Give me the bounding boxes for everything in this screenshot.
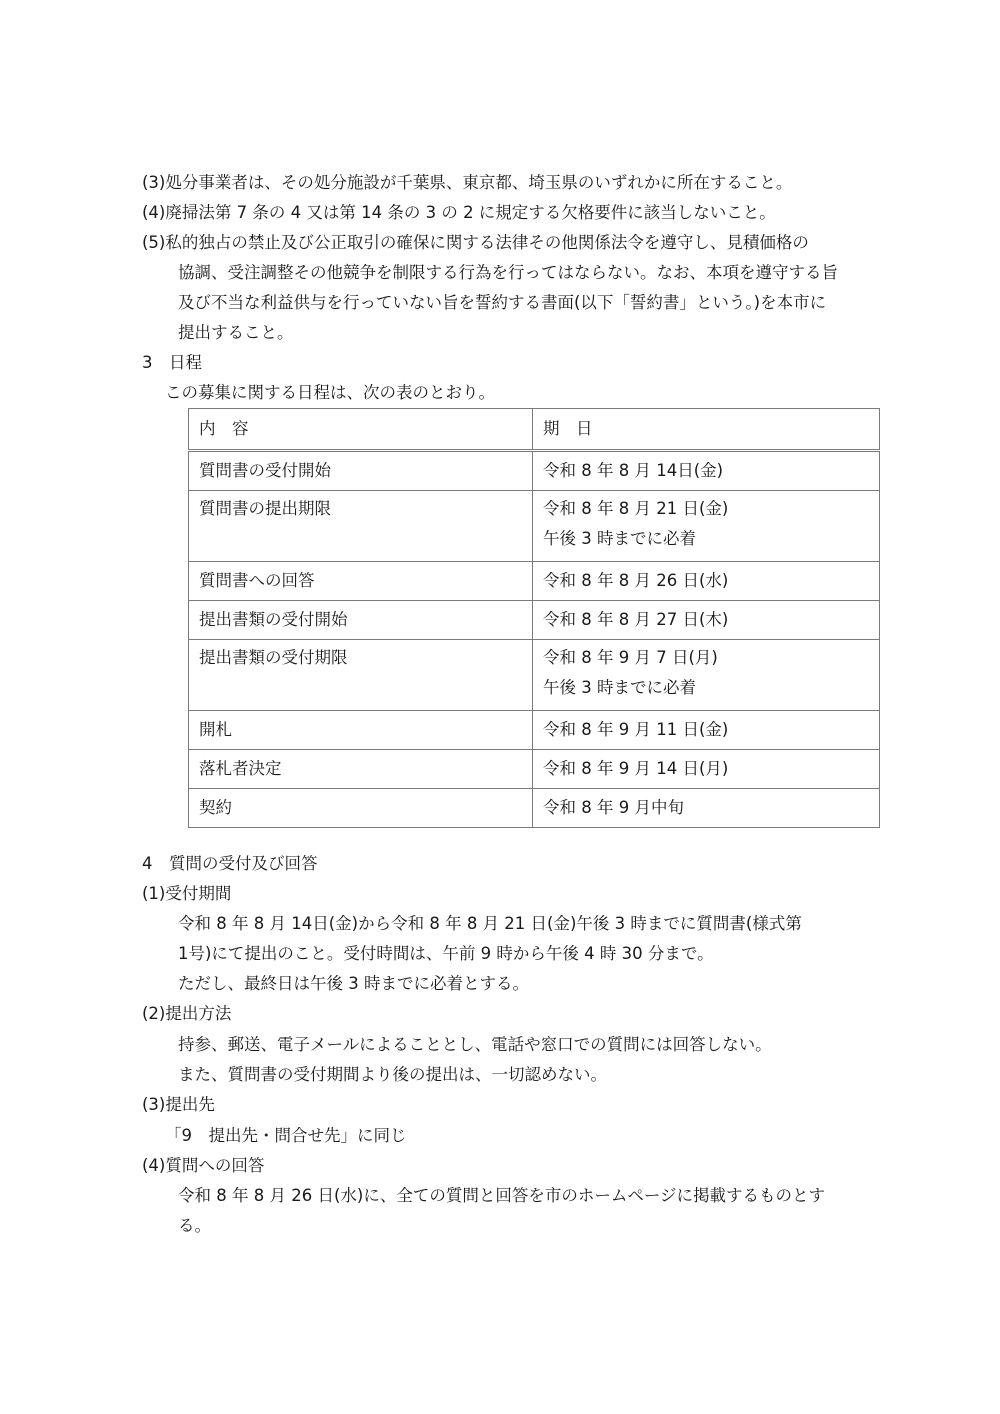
subsection-text: 令和 8 年 8 月 26 日(水)に、全ての質問と回答を市のホームページに掲載するものとす (178, 1186, 826, 1205)
table-cell-date (533, 491, 880, 562)
table-header-cell: 期 日 (533, 409, 880, 451)
table-header-cell: 内 容 (189, 409, 533, 451)
table-cell-date: 令和 8 年 9 月 11 日(金) (533, 711, 880, 750)
section-3-heading: 3 日程 (142, 353, 202, 372)
table-cell-date: 令和 8 年 8 月 27 日(木) (533, 601, 880, 640)
table-row (189, 711, 880, 750)
table-row (189, 601, 880, 640)
subsection-text: 「9 提出先・問合せ先」に同じ (165, 1126, 407, 1145)
date-text: 令和 8 年 9 月 7 日(月) (543, 648, 718, 667)
paragraph-item-4: (4)廃掃法第 7 条の 4 又は第 14 条の 3 の 2 に規定する欠格要件に該当しないこと。 (142, 203, 776, 222)
table-cell-date: 令和 8 年 9 月 14 日(月) (533, 750, 880, 789)
table-cell-item: 質問書の受付開始 (189, 451, 533, 491)
subsection-text: る。 (178, 1216, 211, 1235)
date-text: 令和 8 年 8 月 21 日(金) (543, 499, 729, 518)
date-note: 午後 3 時までに必着 (543, 678, 696, 697)
subsection-title: (1)受付期間 (142, 884, 232, 903)
subsection-text: ただし、最終日は午後 3 時までに必着とする。 (178, 974, 529, 993)
table-header-row (189, 409, 880, 451)
subsection-text: 持参、郵送、電子メールによることとし、電話や窓口での質問には回答しない。 (178, 1035, 772, 1054)
table-cell-item: 落札者決定 (189, 750, 533, 789)
table-row (189, 789, 880, 828)
section-4-heading: 4 質問の受付及び回答 (142, 854, 318, 873)
paragraph-item-5: (5)私的独占の禁止及び公正取引の確保に関する法律その他関係法令を遵守し、見積価格の (142, 233, 809, 252)
subsection-title: (3)提出先 (142, 1095, 215, 1114)
table-cell-item: 提出書類の受付期限 (189, 640, 533, 711)
table-cell-item: 提出書類の受付開始 (189, 601, 533, 640)
section-3-intro: この募集に関する日程は、次の表のとおり。 (165, 383, 495, 402)
table-cell-item: 質問書の提出期限 (189, 491, 533, 562)
paragraph-item-5-cont: 提出すること。 (178, 323, 294, 342)
subsection-title: (4)質問への回答 (142, 1156, 265, 1175)
table-row (189, 451, 880, 491)
table-row (189, 640, 880, 711)
table-row (189, 750, 880, 789)
table-cell-item: 契約 (189, 789, 533, 828)
table-cell-item: 質問書への回答 (189, 562, 533, 601)
date-note: 午後 3 時までに必着 (543, 529, 696, 548)
schedule-table (188, 408, 880, 828)
subsection-text: 1号)にて提出のこと。受付時間は、午前 9 時から午後 4 時 30 分まで。 (178, 944, 714, 963)
table-cell-date (533, 640, 880, 711)
table-cell-date: 令和 8 年 9 月中旬 (533, 789, 880, 828)
table-cell-item: 開札 (189, 711, 533, 750)
table-row (189, 562, 880, 601)
subsection-text: 令和 8 年 8 月 14日(金)から令和 8 年 8 月 21 日(金)午後 3 時までに質問書(様式第 (178, 914, 802, 933)
table-cell-date: 令和 8 年 8 月 26 日(水) (533, 562, 880, 601)
table-cell-date: 令和 8 年 8 月 14日(金) (533, 451, 880, 491)
table-row (189, 491, 880, 562)
subsection-text: また、質問書の受付期間より後の提出は、一切認めない。 (178, 1065, 607, 1084)
paragraph-item-5-cont: 協調、受注調整その他競争を制限する行為を行ってはならない。なお、本項を遵守する旨 (178, 263, 838, 282)
paragraph-item-3: (3)処分事業者は、その処分施設が千葉県、東京都、埼玉県のいずれかに所在すること。 (142, 173, 793, 192)
paragraph-item-5-cont: 及び不当な利益供与を行っていない旨を誓約する書面(以下「誓約書」という。)を本市に (178, 293, 827, 312)
subsection-title: (2)提出方法 (142, 1004, 232, 1023)
